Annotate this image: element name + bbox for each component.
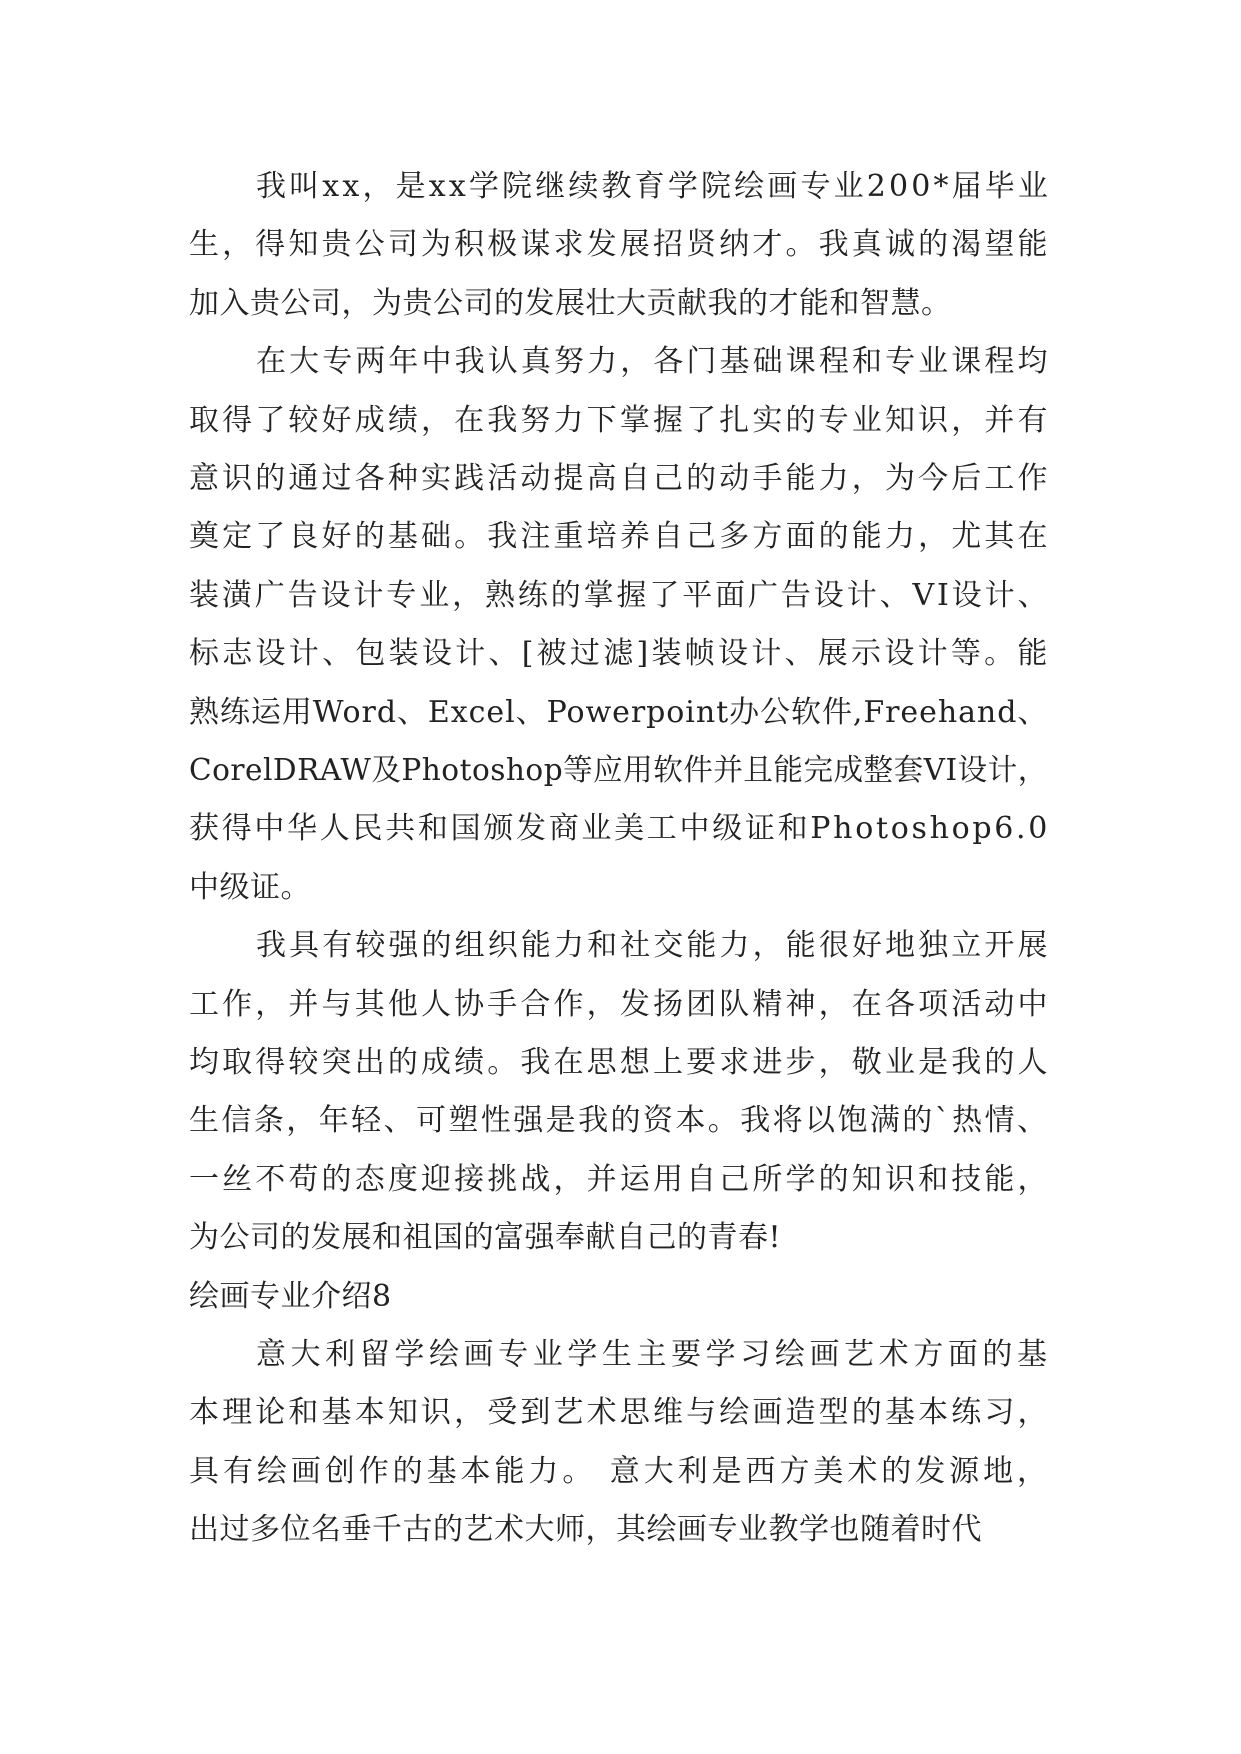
text-line-11: CorelDRAW及Photoshop等应用软件并且能完成整套VI设计， xyxy=(189,753,1048,788)
text-line-4: 在大专两年中我认真努力，各门基础课程和专业课程均 xyxy=(256,344,1051,380)
section-heading: 绘画专业介绍8 xyxy=(189,1278,392,1314)
text-line-19: 为公司的发展和祖国的富强奉献自己的青春! xyxy=(189,1220,782,1256)
text-line-22: 本理论和基本知识，受到艺术思维与绘画造型的基本练习， xyxy=(189,1395,1051,1431)
text-line-1: 我叫xx，是xx学院继续教育学院绘画专业200*届毕业 xyxy=(256,169,1052,204)
text-line-6: 意识的通过各种实践活动提高自己的动手能力，为今后工作 xyxy=(189,461,1051,496)
text-line-24: 出过多位名垂千古的艺术大师，其绘画专业教学也随着时代 xyxy=(189,1512,982,1548)
text-line-21: 意大利留学绘画专业学生主要学习绘画艺术方面的基 xyxy=(256,1337,1052,1372)
text-line-18: 一丝不苟的态度迎接挑战，并运用自己所学的知识和技能， xyxy=(189,1161,1051,1197)
text-line-13: 中级证。 xyxy=(189,869,311,905)
text-line-23: 具有绘画创作的基本能力。 意大利是西方美术的发源地， xyxy=(189,1453,1051,1489)
text-line-14: 我具有较强的组织能力和社交能力，能很好地独立开展 xyxy=(256,928,1051,964)
text-line-10: 熟练运用Word、Excel、Powerpoint办公软件,Freehand、 xyxy=(189,694,1049,730)
text-line-12: 获得中华人民共和国颁发商业美工中级证和Photoshop6.0 xyxy=(189,811,1051,847)
text-line-17: 生信条，年轻、可塑性强是我的资本。我将以饱满的`热情、 xyxy=(189,1103,1050,1139)
text-line-7: 奠定了良好的基础。我注重培养自己多方面的能力，尤其在 xyxy=(189,519,1051,555)
text-line-8: 装潢广告设计专业，熟练的掌握了平面广告设计、VI设计、 xyxy=(189,577,1051,613)
text-line-5: 取得了较好成绩，在我努力下掌握了扎实的专业知识，并有 xyxy=(189,402,1051,438)
text-line-15: 工作，并与其他人协手合作，发扬团队精神，在各项活动中 xyxy=(189,986,1051,1022)
text-line-9: 标志设计、包装设计、[被过滤]装帧设计、展示设计等。能 xyxy=(189,636,1051,672)
text-line-3: 加入贵公司，为贵公司的发展壮大贡献我的才能和智慧。 xyxy=(189,285,952,321)
text-line-2: 生，得知贵公司为积极谋求发展招贤纳才。我真诚的渴望能 xyxy=(189,227,1051,263)
text-line-16: 均取得较突出的成绩。我在思想上要求进步，敬业是我的人 xyxy=(189,1045,1051,1080)
